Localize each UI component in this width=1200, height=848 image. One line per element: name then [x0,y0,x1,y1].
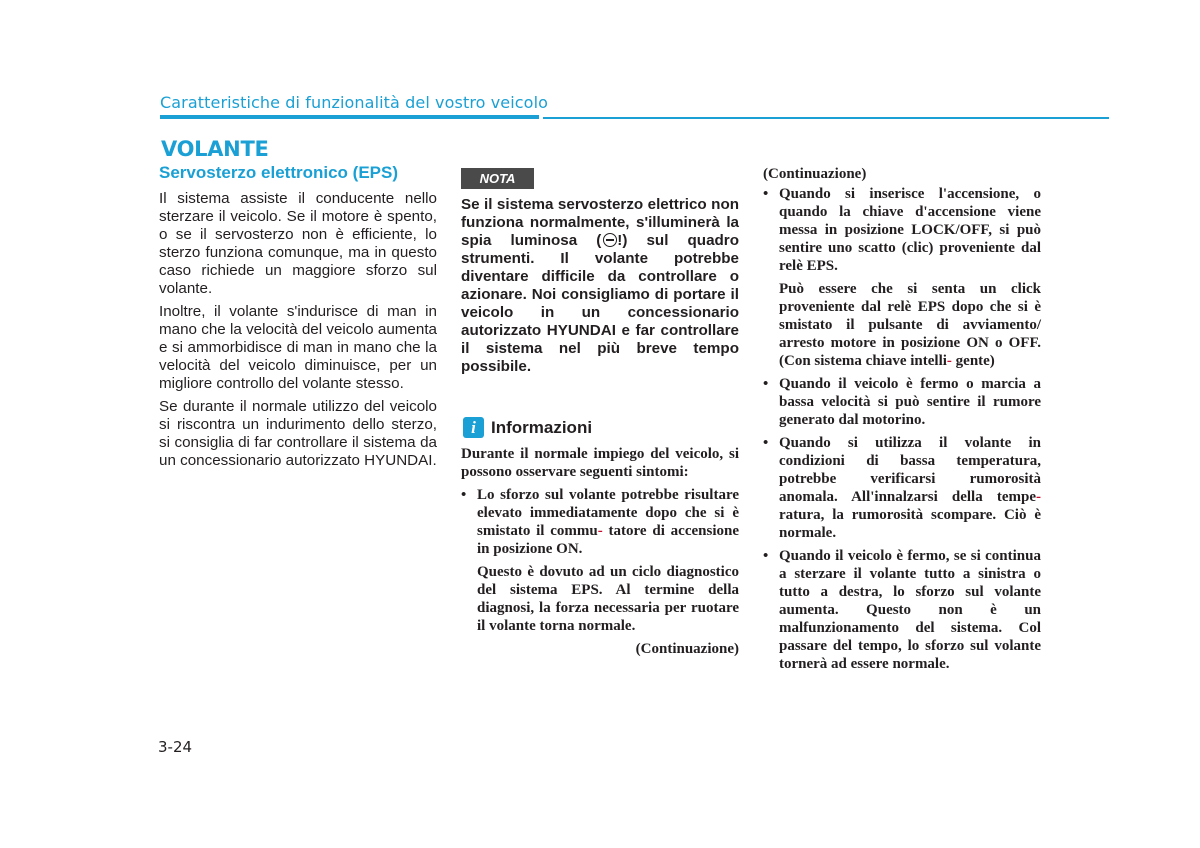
paragraph: Il sistema assiste il conducente nello sterzare il veicolo. Se il motore è spento, o se il servosterzo non è efficiente, lo sterzo funziona comunque, ma in questo caso richiede un maggiore sforzo sul volante. [159,190,437,297]
paragraph: Se durante il normale utilizzo del veicolo si riscontra un indurimento dello sterzo, si consiglia di far controllare il sistema da un concessionario autorizzato HYUNDAI. [159,398,437,469]
info-icon: i [463,417,484,438]
list-item [763,375,1041,429]
list-item-text: Quando il veicolo è fermo, se si continua a sterzare il volante tutto a sinistra o tutto a destra, lo sforzo sul volante aumenta. Questo non è un malfunzionamento del sistema. Col passare del tempo, lo sforzo sul volante tornerà ad essere normale. [779,548,1041,672]
list-item-continuation: Può essere che si senta un click proveniente dal relè EPS dopo che si è smistato il pulsante di avviamento/ arresto motore in posizione ON o OFF. (Con sistema chiave intelli- gente) [779,281,1041,369]
nota-text-part: Se il sistema servosterzo elettrico non funziona normalmente, s'illuminerà la spia luminosa ( [461,196,739,249]
list-item-text: Quando si utilizza il volante in condizioni di bassa temperatura, potrebbe verificarsi rumorosità anomala. All'innalzarsi della tempe- ratura, la rumorosità scompare. Ciò è normale. [779,435,1041,541]
list-item [763,434,1041,542]
list-item-text: Lo sforzo sul volante potrebbe risultare elevato immediatamente dopo che si è smistato il commu- tatore di accensione in posizione ON. [477,487,739,557]
header-rule-thick [160,115,539,119]
nota-badge: NOTA [461,168,534,189]
nota-icon-suffix: !) [617,232,628,249]
info-content-continued [763,165,1041,673]
info-content [461,445,739,663]
page-number: 3-24 [158,738,193,756]
list-item-continuation: Questo è dovuto ad un ciclo diagnostico del sistema EPS. Al termine della diagnosi, la forza necessaria per ruotare il volante torna normale. [477,564,739,634]
bullet-dot: • [461,487,467,503]
list-item [763,185,1041,275]
list-item [461,486,739,558]
chapter-title: Caratteristiche di funzionalità del vostro veicolo [160,93,549,112]
continued-label: (Continuazione) [635,641,739,657]
eps-description [159,190,437,475]
list-item-text: Quando il veicolo è fermo o marcia a bassa velocità si può sentire il rumore generato dal motorino. [779,376,1041,428]
subsection-title: Servosterzo elettronico (EPS) [159,163,399,182]
continued-header: (Continuazione) [763,166,867,182]
nota-text-part: sul quadro strumenti. Il volante potrebbe diventare difficile da controllare o azionare. Noi consigliamo di portare il veicolo in un concessionario autorizzato HYUNDAI e far controllare il sistema nel più breve tempo possibile. [461,232,739,375]
eps-warning-lamp-icon [603,233,617,247]
bullet-dot: • [763,435,769,451]
section-title: VOLANTE [161,137,269,161]
paragraph: Inoltre, il volante s'indurisce di man in mano che la velocità del veicolo aumenta e si ammorbidisce di man in mano che la velocità del veicolo diminuisce, per un migliore controllo del volante stesso. [159,303,437,392]
bullet-dot: • [763,548,769,564]
list-item [763,547,1041,673]
header-rule-thin [543,117,1109,119]
bullet-dot: • [763,186,769,202]
bullet-dot: • [763,376,769,392]
info-title: Informazioni [491,418,593,437]
info-intro: Durante il normale impiego del veicolo, si possono osservare seguenti sintomi: [461,446,739,480]
list-item-text: Quando si inserisce l'accensione, o quando la chiave d'accensione viene messa in posizione LOCK/OFF, si può sentire uno scatto (clic) proveniente dal relè EPS. [779,186,1041,274]
nota-text [461,196,739,376]
